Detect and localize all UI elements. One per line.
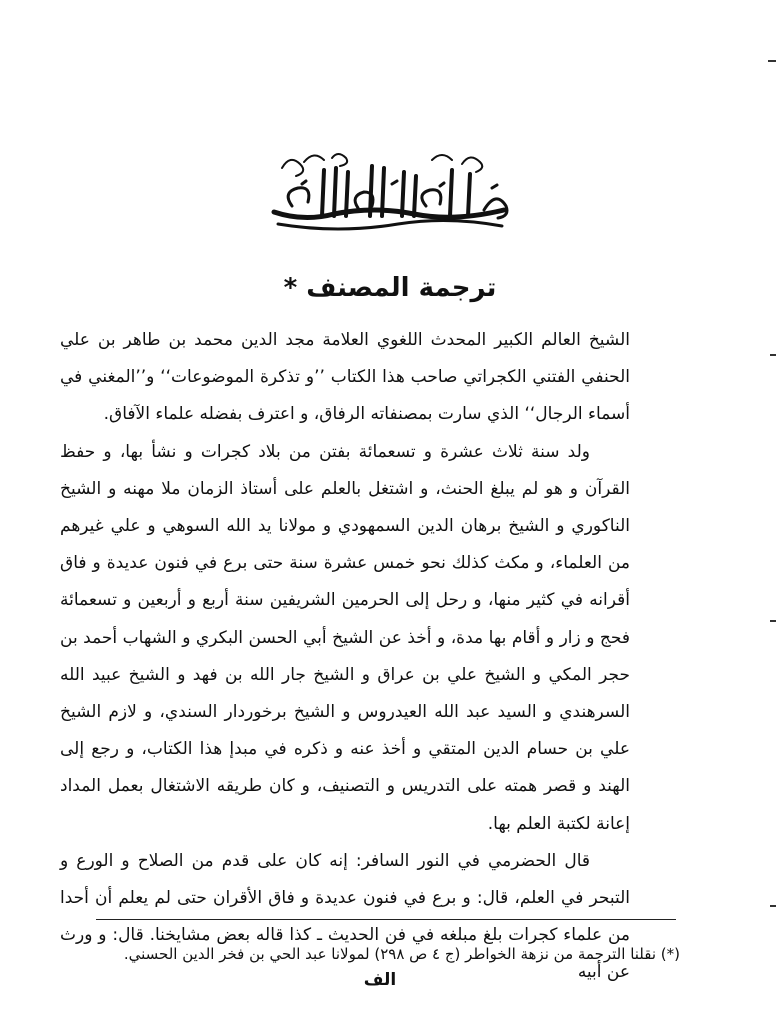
margin-mark <box>770 354 776 356</box>
margin-mark <box>768 60 776 62</box>
margin-mark <box>770 905 776 907</box>
page-number: الف <box>363 970 397 990</box>
paragraph-intro: الشيخ العالم الكبير المحدث اللغوي العلامة مجد الدين محمد بن طاهر بن علي الحنفي الفتني الكجراتي صاحب هذا الكتاب ’’و تذكرة الموضوعات‘‘ و’’المغني في أسماء الرجال‘‘ الذي سارت بمصنفاته الرفاق، و اعترف بفضله علماء الآفاق. <box>60 330 630 425</box>
footnote: (*) نقلنا الترجمة من نزهة الخواطر (ج ٤ ص ٢٩٨) لمولانا عبد الحي بن فخر الدين الحسني. <box>123 945 680 963</box>
biography-title: ترجمة المصنف * <box>283 273 497 303</box>
paragraph-birth-studies: ولد سنة ثلاث عشرة و تسعمائة بفتن من بلاد كجرات و نشأ بها، و حفظ القرآن و هو لم يبلغ الحنث، و اشتغل بالعلم على أستاذ الزمان ملا مهنه و الشيخ الناكوري و الشيخ برهان الدين السمهودي و مولانا يد الله السوهي و علي غيرهم من العلماء، و مكث كذلك نحو خمس عشرة سنة حتى برع في فنون عديدة و فاق أقرانه في كثير منها، و رحل إلى الحرمين الشريفين سنة أربع و أربعين و تسعمائة فحج و زار و أقام بها مدة، و أخذ عن الشيخ أبي الحسن البكري و الشهاب أحمد بن حجر المكي و الشيخ علي بن عراق و الشيخ جار الله بن فهد و الشيخ عبيد الله السرهندي و السيد عبد الله العيدروس و الشيخ برخوردار السندي، و لازم الشيخ علي بن حسام الدين المتقي و أخذ عنه و ذكره في مبدإ هذا الكتاب، و رجع إلى الهند و قصر همته على التدريس و التصنيف، و كان طريقه الاشتغال بعمل المداد إعانة لكتبة العلم بها. <box>60 441 630 834</box>
biography-body <box>60 322 630 992</box>
basmala-calligraphy <box>262 150 518 232</box>
footnote-divider <box>96 919 676 920</box>
margin-mark <box>770 620 776 622</box>
paragraph-hadrami-quote: قال الحضرمي في النور السافر: إنه كان على قدم من الصلاح و الورع و التبحر في العلم، قال: و برع في فنون عديدة و فاق الأقران حتى لم يعلم أن أحدا من علماء كجرات بلغ مبلغه في فن الحديث ـ كذا قاله بعض مشايخنا. قال: و ورث عن أبيه <box>60 850 630 983</box>
